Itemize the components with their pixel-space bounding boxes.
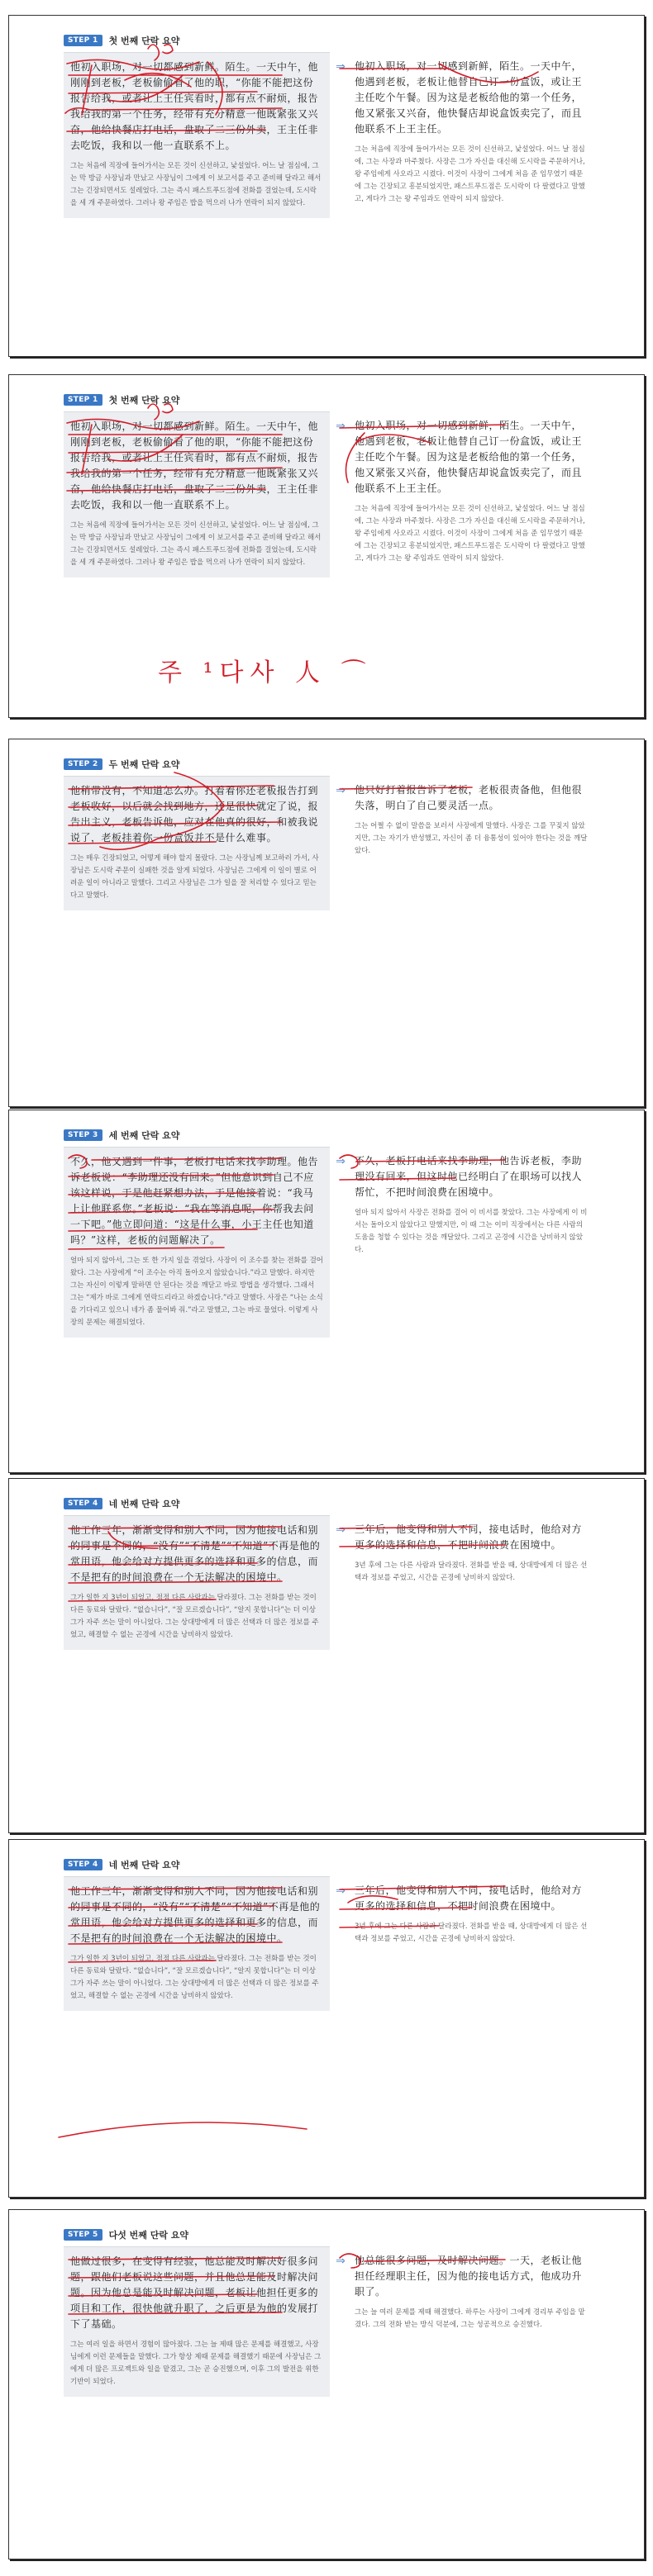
step-badge: STEP 1 [64, 394, 102, 406]
summary-chinese-text: 三年后，他变得和别人不同，接电话时，他给对方更多的选择和信息，不把时间浪费在困境中。 [355, 1884, 583, 1912]
original-text-box [64, 1876, 330, 2011]
step-row [64, 2246, 593, 2397]
original-text-box [64, 411, 330, 577]
summary-text-box [351, 411, 593, 572]
original-chinese-text: 他稍带没有，不知道怎么办。打着着你还老板报告打到老板收好，以后就会找到地方，还是很快就定了说，报告出主义，老板告诉他，应对在他真的很好，和被我说说了，老板挂着你一份盒饭并不是什么难事。 [70, 785, 319, 844]
original-chinese-text: 他工作三年，渐渐变得和别人不同，因为他接电话和别的同事是不同的，“没有”“不清楚”“不知道”不再是他的常用语，他会给对方提供更多的选择和更多的信息，而不是把有的时间浪费在一个无法解决的困境中。 [70, 1524, 321, 1583]
worksheet-page-1 [8, 15, 645, 357]
worksheet-page-4 [8, 1110, 645, 1473]
step-section [64, 1858, 593, 2011]
summary-chinese-text: 他初入职场，对一切感到新鲜，陌生。一天中午，他遇到老板，老板让他替自己订一份盒饭，或让王主任吃个午餐。因为这是老板给他的第一个任务，他又紧张又兴奋，他快餐店却说盒饭卖完了，而且他联系不上王主任。 [355, 420, 583, 494]
arrow-icon: ⇒ [336, 420, 346, 433]
original-text-box [64, 1147, 330, 1338]
worksheet-page-5 [8, 1478, 645, 1833]
step-header [64, 2228, 593, 2241]
step-title: 세 번째 단락 요약 [108, 1130, 180, 1141]
original-korean-translation: 얼마 되지 않아서, 그는 또 한 가지 일을 겪었다. 사장이 이 조수를 찾는 전화를 걸어왔다. 그는 사장에게 “이 조수는 아직 돌아오지 않았습니다.”라고 말했다. 하지만 그는 자신이 이렇게 말하면 안 된다는 것을 깨닫고 바로 방법을 생각했다. 그래서 그는 “제가 바로 그에게 연락드리라고 하겠습니다.”라고 말했다. 사장은 “나는 소식을 기다리고 있으니 네가 좀 물어봐 줘.”라고 말했고, 그는 바로 물었다. 이렇게 사장의 문제는 해결되었다. [70, 1257, 323, 1327]
worksheet-page-6 [8, 1839, 645, 2198]
step-header [64, 1858, 593, 1871]
worksheet-page-7 [8, 2209, 645, 2559]
handwritten-note: 주 ¹다사 人 ⌒ [158, 658, 373, 687]
step-badge: STEP 4 [64, 1859, 102, 1870]
summary-korean-translation: 얼마 되지 않아서 사장은 전화를 걸어 이 비서를 찾았다. 그는 사장에게 이 비서는 돌아오지 않았다고 말했지만, 이 때 그는 이미 직장에서는 다른 사람의 도움을 청할 수 있다는 것을 깨달았다. 그리고 곤경에 시간을 낭비하지 않았다. [355, 1209, 588, 1254]
step-title: 네 번째 단락 요약 [108, 1860, 180, 1870]
summary-chinese-text: 他只好打着报告诉了老板，老板很责备他，但他很失落，明白了自己要灵活一点。 [355, 784, 583, 811]
step-row [64, 1515, 593, 1650]
arrow-icon: ⇒ [336, 1884, 346, 1898]
summary-text-box [351, 1876, 593, 1952]
step-header [64, 393, 593, 406]
step-header [64, 758, 593, 771]
original-text-box [64, 52, 330, 218]
step-title: 두 번째 단락 요약 [108, 759, 180, 770]
step-section [64, 758, 593, 910]
arrow-icon: ⇒ [336, 2255, 346, 2268]
step-title: 첫 번째 단락 요약 [108, 36, 180, 46]
worksheet-page-3 [8, 739, 645, 1107]
original-chinese-text: 他工作三年，渐渐变得和别人不同，因为他接电话和别的同事是不同的，“没有”“不清楚”“不知道”不再是他的常用语，他会给对方提供更多的选择和更多的信息，而不是把有的时间浪费在一个无法解决的困境中。 [70, 1885, 321, 1944]
original-chinese-text: 他初入职场，对一切都感到新鲜。陌生。一天中午，他刚刚到老板，老板偷偷看了他的职，“你能不能把这份报告给我，或者让上王任宾看时，都有点不耐烦，报告我给我的第一个任务，经带有充分精意一他既紧张又兴奋，他给快餐店打电话，盘取了二三份外卖，王主任非去吃饭，我和以一他一直联系不上。 [70, 421, 319, 511]
step-row [64, 411, 593, 577]
original-text-box [64, 776, 330, 910]
worksheet-page-2 [8, 374, 645, 718]
summary-korean-translation: 그는 처음에 직장에 들어가서는 모든 것이 신선하고, 낯설었다. 어느 날 점심에, 그는 사장과 마주쳤다. 사장은 그가 자신을 대신해 도시락을 주문하거나, 왕 주임에게 사오라고 시켰다. 이것이 사장이 그에게 처음 준 임무였기 때문에 그는 긴장되고 흥분되었지만, 패스트푸드점은 도시락이 다 팔렸다고 말했고, 게다가 그는 왕 주임과도 연락이 되지 않았다. [355, 505, 585, 563]
step-section [64, 393, 593, 577]
step-title: 첫 번째 단락 요약 [108, 395, 180, 406]
original-chinese-text: 不久，他又遇到一件事，老板打电话来找李助理。他告诉老板说：“李助理还没有回来。”但他意识到自己不应该这样说，于是他赶紧想办法，于是他接着说：“我马上让他联系您。”老板说：“我在等消息呢，你帮我去问一下吧。”他立即问道：“这是什么事，小王主任也知道吗？”这样，老板的问题解决了。 [70, 1156, 319, 1246]
summary-korean-translation: 3년 후에 그는 다른 사람과 달라졌다. 전화를 받을 때, 상대방에게 더 많은 선택과 정보를 주었고, 시간을 곤경에 낭비하지 않았다. [355, 1922, 588, 1943]
step-header [64, 34, 593, 47]
step-section [64, 1129, 593, 1338]
step-row [64, 1147, 593, 1338]
original-text-box [64, 2246, 330, 2397]
step-badge: STEP 3 [64, 1129, 102, 1141]
original-korean-translation: 그는 매우 긴장되었고, 어떻게 해야 할지 몰랐다. 그는 사장님께 보고하러 가서, 사장님은 도시락 주문이 실패한 것을 알게 되었다. 사장님은 그에게 이 일이 별로 어려운 일이 아니라고 말했다. 그리고 사장님은 그가 일을 잘 처리할 수 있다고 믿는다고 말했다. [70, 854, 319, 900]
summary-text-box [351, 1515, 593, 1591]
step-row [64, 52, 593, 218]
original-text-box [64, 1515, 330, 1650]
summary-chinese-text: 他初入职场，对一切感到新鲜，陌生。一天中午，他遇到老板，老板让他替自己订一份盒饭，或让王主任吃个午餐。因为这是老板给他的第一个任务，他又紧张又兴奋，他快餐店却说盒饭卖完了，而且他联系不上王主任。 [355, 60, 583, 135]
step-title: 다섯 번째 단락 요약 [108, 2230, 189, 2241]
step-badge: STEP 1 [64, 35, 102, 46]
step-section [64, 1497, 593, 1650]
original-korean-translation: 그가 일한 지 3년이 되었고, 점점 다른 사람과는 달라졌다. 그는 전화를 받는 것이 다른 동료와 달랐다. “없습니다”, “잘 모르겠습니다”, “알지 못합니다”는 더 이상 그가 자주 쓰는 말이 아니었다. 그는 상대방에게 더 많은 선택과 더 많은 정보를 주었고, 해결할 수 없는 곤경에 시간을 낭비하지 않았다. [70, 1594, 319, 1639]
original-korean-translation: 그가 일한 지 3년이 되었고, 점점 다른 사람과는 달라졌다. 그는 전화를 받는 것이 다른 동료와 달랐다. “없습니다”, “잘 모르겠습니다”, “알지 못합니다”는 더 이상 그가 자주 쓰는 말이 아니었다. 그는 상대방에게 더 많은 선택과 더 많은 정보를 주었고, 해결할 수 없는 곤경에 시간을 낭비하지 않았다. [70, 1955, 319, 2000]
summary-chinese-text: 不久，老板打电话来找李助理，他告诉老板，李助理没有回来，但这时他已经明白了在职场可以找人帮忙，不把时间浪费在困境中。 [355, 1155, 583, 1198]
step-row [64, 1876, 593, 2011]
summary-korean-translation: 그는 어쩔 수 없이 말씀을 보러서 사장에게 말했다. 사장은 그를 꾸짖지 않았지만, 그는 자기가 반성했고, 자신이 좀 더 융통성이 있어야 한다는 것을 깨달았다. [355, 822, 588, 855]
step-section [64, 34, 593, 218]
summary-chinese-text: 三年后，他变得和别人不同，接电话时，他给对方更多的选择和信息，不把时间浪费在困境中。 [355, 1523, 583, 1551]
arrow-icon: ⇒ [336, 784, 346, 797]
step-title: 네 번째 단락 요약 [108, 1499, 180, 1509]
original-chinese-text: 他做过很多，在变得有经验，他总能及时解决好很多问题，跟他们老板说这些问题，并且他总是能及时解决问题。因为他总是能及时解决问题，老板让他担任更多的项目和工作，很快他就升职了，之后更是为他的发展打下了基础。 [70, 2255, 319, 2330]
summary-korean-translation: 3년 후에 그는 다른 사람과 달라졌다. 전화를 받을 때, 상대방에게 더 많은 선택과 정보를 주었고, 시간을 곤경에 낭비하지 않았다. [355, 1561, 588, 1582]
arrow-icon: ⇒ [336, 1523, 346, 1537]
step-badge: STEP 4 [64, 1498, 102, 1509]
summary-text-box [351, 776, 593, 864]
summary-text-box [351, 52, 593, 212]
step-row [64, 776, 593, 910]
step-badge: STEP 5 [64, 2229, 102, 2241]
step-badge: STEP 2 [64, 758, 102, 770]
original-korean-translation: 그는 처음에 직장에 들어가서는 모든 것이 신선하고, 낯설었다. 어느 날 점심에, 그는 막 방금 사장님과 만났고 사장님이 그에게 이 보고서를 주고 준비해 달라고 해서 그는 긴장되면서도 설레었다. 그는 즉시 패스트푸드점에 전화를 걸었는데, 도시락을 세 개 주문하였다. 그러나 왕 주임은 밥을 먹으러 나가 연락이 되지 않았다. [70, 162, 322, 207]
step-header [64, 1129, 593, 1142]
summary-korean-translation: 그는 늘 여러 문제를 제때 해결했다. 하루는 사장이 그에게 경리부 주임을 맡겼다. 그의 전화 받는 방식 덕분에, 그는 성공적으로 승진했다. [355, 2308, 585, 2329]
step-header [64, 1497, 593, 1510]
summary-chinese-text: 他总能很多问题，及时解决问题。一天，老板让他担任经理职主任，因为他的接电话方式，他成功升职了。 [355, 2255, 583, 2298]
original-korean-translation: 그는 여러 일을 하면서 경험이 많아졌다. 그는 늘 제때 많은 문제를 해결했고, 사장님에게 이런 문제들을 말했다. 그가 항상 제때 문제를 해결했기 때문에 사장님은 그에게 더 많은 프로젝트와 일을 맡겼고, 그는 곧 승진했으며, 이후 그의 발전을 위한 기반이 되었다. [70, 2341, 322, 2386]
original-korean-translation: 그는 처음에 직장에 들어가서는 모든 것이 신선하고, 낯설었다. 어느 날 점심에, 그는 막 방금 사장님과 만났고 사장님이 그에게 이 보고서를 주고 준비해 달라고 해서 그는 긴장되면서도 설레었다. 그는 즉시 패스트푸드점에 전화를 걸었는데, 도시락을 세 개 주문하였다. 그러나 왕 주임은 밥을 먹으러 나가 연락이 되지 않았다. [70, 521, 322, 567]
summary-korean-translation: 그는 처음에 직장에 들어가서는 모든 것이 신선하고, 낯설었다. 어느 날 점심에, 그는 사장과 마주쳤다. 사장은 그가 자신을 대신해 도시락을 주문하거나, 왕 주임에게 사오라고 시켰다. 이것이 사장이 그에게 처음 준 임무였기 때문에 그는 긴장되고 흥분되었지만, 패스트푸드점은 도시락이 다 팔렸다고 말했고, 게다가 그는 왕 주임과도 연락이 되지 않았다. [355, 145, 585, 203]
summary-text-box [351, 1147, 593, 1263]
step-section [64, 2228, 593, 2397]
arrow-icon: ⇒ [336, 60, 346, 74]
summary-text-box [351, 2246, 593, 2338]
arrow-icon: ⇒ [336, 1155, 346, 1168]
original-chinese-text: 他初入职场，对一切都感到新鲜。陌生。一天中午，他刚刚到老板，老板偷偷看了他的职，“你能不能把这份报告给我，或者让上王任宾看时，都有点不耐烦，报告我给我的第一个任务，经带有充分精意一他既紧张又兴奋，他给快餐店打电话，盘取了二三份外卖，王主任非去吃饭，我和以一他一直联系不上。 [70, 61, 319, 151]
